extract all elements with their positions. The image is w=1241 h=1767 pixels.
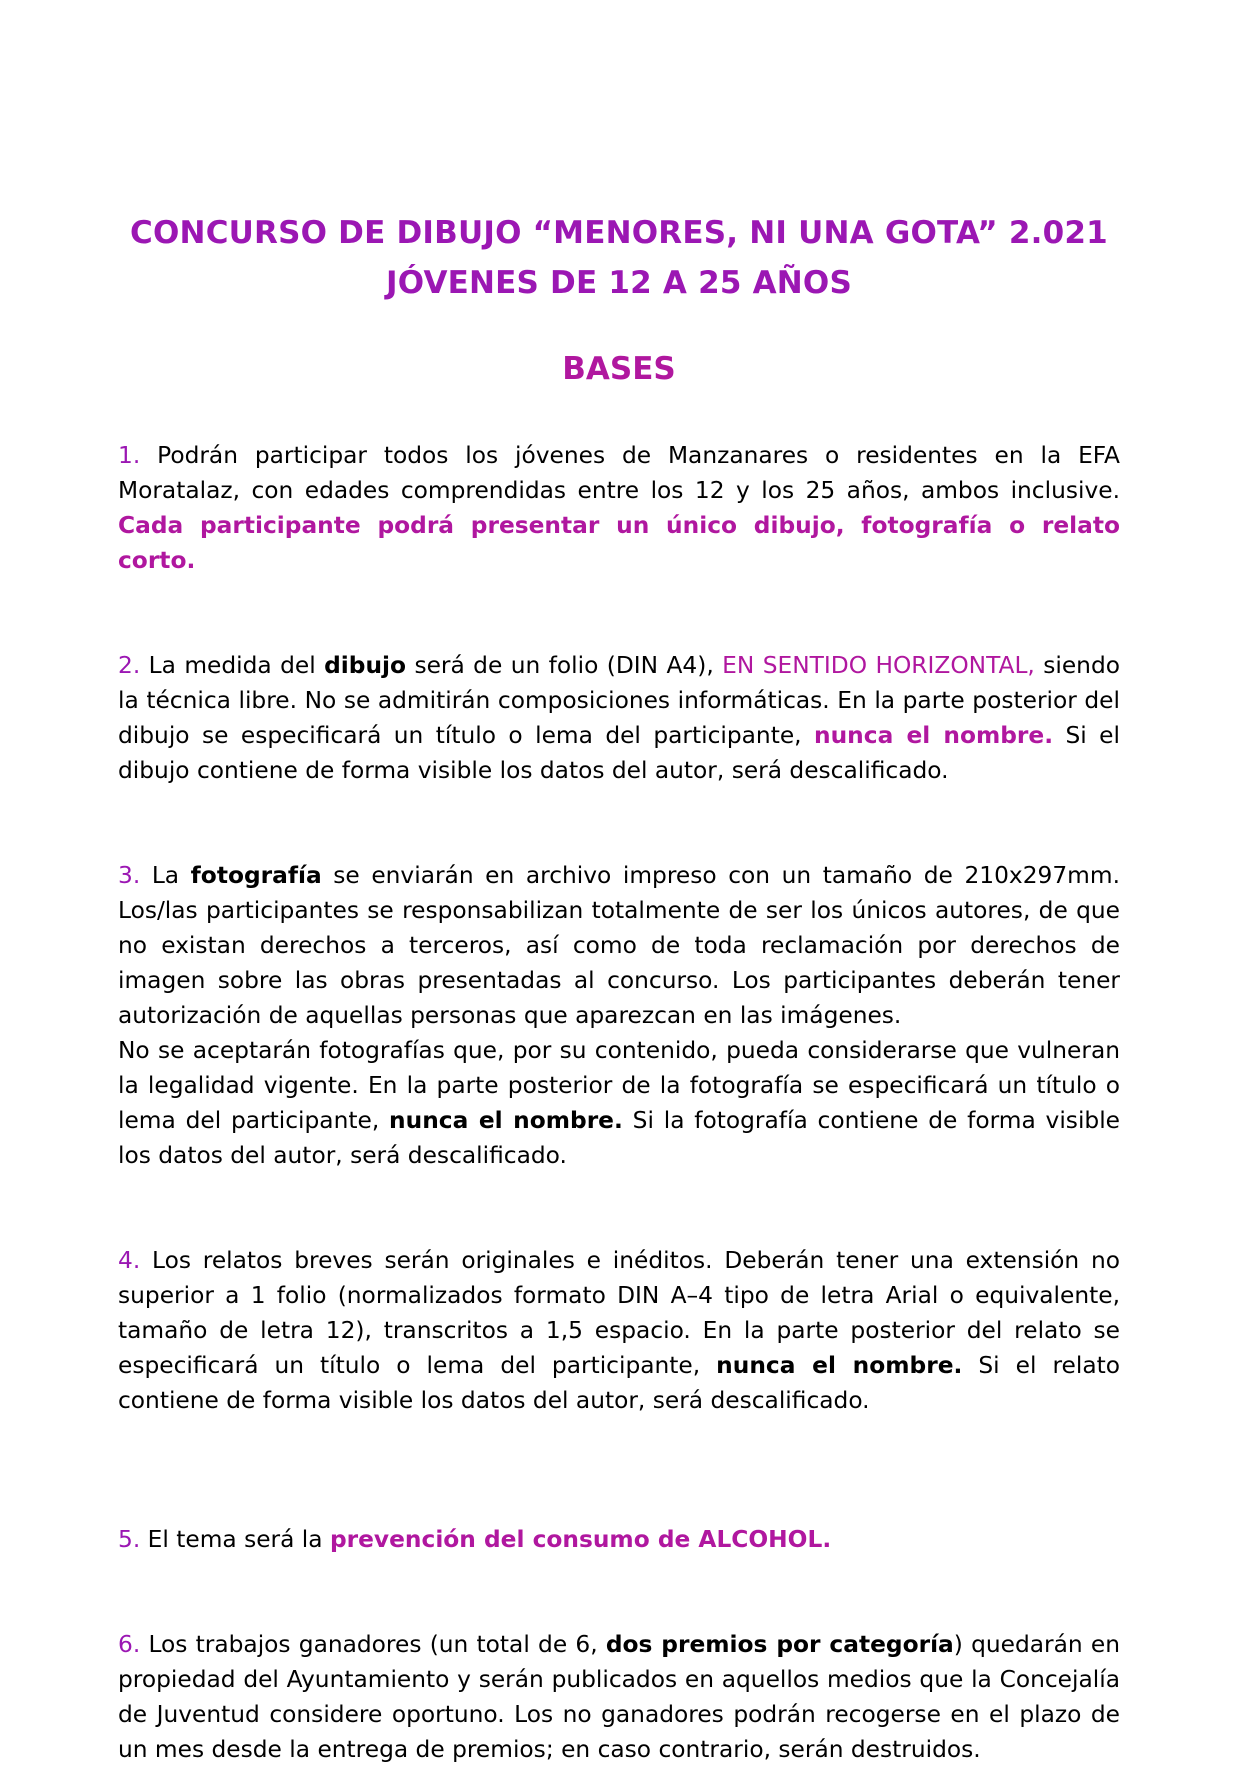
rule-number: 2. [118, 652, 141, 679]
document-page [118, 208, 1120, 1767]
rule-text: Si el relato contiene de forma visible los datos del autor, será descalificado. [118, 1352, 1120, 1414]
rule-text: se enviarán en archivo impreso con un tamaño de 210x297mm. Los/las participantes se responsabilizan totalmente de ser los únicos autores, de que no existan derechos a terceros, así como de toda reclamación por derechos de imagen sobre las obras presentadas al concurso. Los participantes deberán tener autorización de aquellas personas que aparezcan en las imágenes. [118, 862, 1120, 1029]
rule-bold: fotografía [190, 862, 322, 889]
rule-5 [118, 1522, 1120, 1557]
rule-bold: dos premios por categoría [605, 1631, 954, 1658]
title-line-1: CONCURSO DE DIBUJO “MENORES, NI UNA GOTA” 2.021 [130, 215, 1108, 251]
rule-bold: nunca el nombre. [389, 1107, 623, 1134]
rule-text: será de un folio (DIN A4), [406, 652, 723, 679]
rule-bold: nunca el nombre. [716, 1352, 963, 1379]
document-title [118, 208, 1120, 308]
rule-text: Los relatos breves serán originales e inéditos. Deberán tener una extensión no superior a 1 folio (normalizados formato DIN A–4 tipo de letra Arial o equivalente, tamaño de letra 12), transcritos a 1,5 espacio. En la parte posterior del relato se especificará un título o lema del participante, [118, 1247, 1120, 1379]
title-line-2: JÓVENES DE 12 A 25 AÑOS [385, 265, 853, 301]
rule-3 [118, 858, 1120, 1173]
rule-text: Los trabajos ganadores (un total de 6, [140, 1631, 606, 1658]
rule-highlight: nunca el nombre. [814, 722, 1054, 749]
rule-text: No se aceptarán fotografías que, por su contenido, pueda considerarse que vulneran la legalidad vigente. En la parte posterior de la fotografía se especificará un título o lema del participante, [118, 1037, 1120, 1134]
rule-highlight: prevención del consumo de ALCOHOL. [329, 1526, 832, 1553]
rule-text: Si el dibujo contiene de forma visible los datos del autor, será descalificado. [118, 722, 1120, 784]
rule-2 [118, 648, 1120, 788]
rule-text: ) quedarán en propiedad del Ayuntamiento y serán publicados en aquellos medios que la Concejalía de Juventud considere oportuno. Los no ganadores podrán recogerse en el plazo de un mes desde la entrega de premios; en caso contrario, serán destruidos. [118, 1631, 1120, 1763]
rule-number: 5. [118, 1526, 141, 1553]
rule-6 [118, 1627, 1120, 1767]
rule-number: 1. [118, 442, 141, 469]
rule-4 [118, 1243, 1120, 1418]
rule-number: 3. [118, 862, 141, 889]
rule-text: La [140, 862, 191, 889]
rule-text: La medida del [140, 652, 325, 679]
rule-highlight: EN SENTIDO HORIZONTAL, [722, 652, 1035, 679]
section-heading: BASES [562, 351, 676, 387]
rule-text: siendo la técnica libre. No se admitirán composiciones informáticas. En la parte posterior del dibujo se especificará un título o lema del participante, [118, 652, 1120, 749]
rule-1 [118, 438, 1120, 578]
rule-number: 6. [118, 1631, 141, 1658]
rule-text: Podrán participar todos los jóvenes de Manzanares o residentes en la EFA Moratalaz, con edades comprendidas entre los 12 y los 25 años, ambos inclusive. [118, 442, 1120, 504]
rule-highlight: Cada participante podrá presentar un único dibujo, fotografía o relato corto. [118, 512, 1120, 574]
rule-number: 4. [118, 1247, 141, 1274]
rule-text: El tema será la [140, 1526, 330, 1553]
rule-bold: dibujo [324, 652, 407, 679]
rule-text: Si la fotografía contiene de forma visible los datos del autor, será descalificado. [118, 1107, 1121, 1169]
